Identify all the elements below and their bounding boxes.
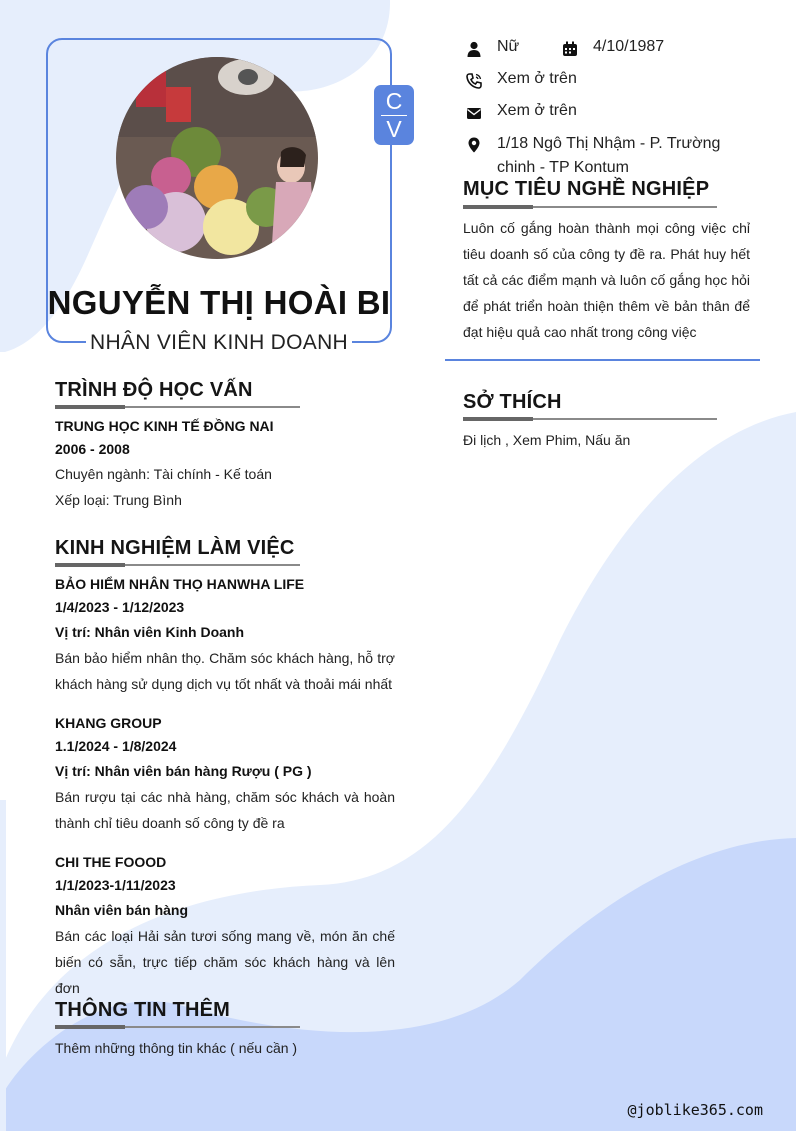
contact-email xyxy=(466,102,577,121)
cv-badge-c: C xyxy=(385,87,403,114)
hobbies-title: SỞ THÍCH xyxy=(463,391,562,413)
objective-line: đạt hiệu quả cao nhất trong công việc xyxy=(463,324,697,340)
address-line-1: 1/18 Ngô Thị Nhậm - P. Trường xyxy=(497,135,721,152)
job-description xyxy=(55,784,395,836)
education-title: TRÌNH ĐỘ HỌC VẤN xyxy=(55,379,253,401)
job-company: BẢO HIỂM NHÂN THỌ HANWHA LIFE xyxy=(55,576,305,592)
cv-badge xyxy=(374,85,414,145)
location-pin-icon xyxy=(466,137,482,153)
job-period: 1/1/2023-1/11/2023 xyxy=(55,877,176,893)
job-period: 1.1/2024 - 1/8/2024 xyxy=(55,738,177,754)
experience-underline xyxy=(55,564,300,566)
job-description-line: biến có sẵn, trực tiếp chăm sóc khách hàng và lên đơn xyxy=(55,954,395,996)
experience-title: KINH NGHIỆM LÀM VIỆC xyxy=(55,537,295,559)
job-position: Nhân viên bán hàng xyxy=(55,902,189,918)
job-company: CHI THE FOOOD xyxy=(55,854,167,870)
job-description-line: Bán bảo hiểm nhân thọ. Chăm sóc khách hàng, hỗ trợ xyxy=(55,650,395,666)
objective-line: Luôn cố gắng hoàn thành mọi công việc chỉ xyxy=(463,220,750,236)
cv-badge-v: V xyxy=(386,115,402,142)
education-underline xyxy=(55,406,300,408)
hobbies-underline xyxy=(463,418,717,420)
job-period: 1/4/2023 - 1/12/2023 xyxy=(55,599,185,615)
job-description-line: Bán rượu tại các nhà hàng, chăm sóc khách và hoàn xyxy=(55,789,395,805)
phone-value: Xem ở trên xyxy=(497,70,577,87)
objective-title: MỤC TIÊU NGHỀ NGHIỆP xyxy=(463,178,710,200)
avatar-photo xyxy=(116,57,318,259)
phone-icon xyxy=(466,73,482,89)
education-school: TRUNG HỌC KINH TẾ ĐỒNG NAI xyxy=(55,418,274,434)
extra-info-title: THÔNG TIN THÊM xyxy=(55,999,231,1021)
job-title: NHÂN VIÊN KINH DOANH xyxy=(86,331,352,355)
job-description xyxy=(55,923,395,1001)
address-value xyxy=(497,132,720,180)
contact-gender xyxy=(466,38,519,57)
right-column-divider xyxy=(445,359,760,361)
objective-text xyxy=(463,215,750,345)
mail-icon xyxy=(466,105,482,121)
job-description-line: thành chỉ tiêu doanh số công ty đề ra xyxy=(55,815,285,831)
objective-line: tiêu doanh số của công ty đề ra. Phát huy hết xyxy=(463,246,750,262)
education-grade: Xếp loại: Trung Bình xyxy=(55,492,182,508)
job-description-line: Bán các loại Hải sản tươi sống mang về, món ăn chế xyxy=(55,928,395,944)
education-major: Chuyên ngành: Tài chính - Kế toán xyxy=(55,466,272,482)
email-value: Xem ở trên xyxy=(497,102,577,119)
extra-info-text: Thêm những thông tin khác ( nếu cần ) xyxy=(55,1040,298,1056)
watermark: @joblike365.com xyxy=(627,1101,763,1119)
calendar-icon xyxy=(562,41,578,57)
objective-underline xyxy=(463,206,717,208)
contact-address xyxy=(466,134,720,180)
birthday-value: 4/10/1987 xyxy=(593,38,665,55)
objective-line: tất cả các điểm mạnh và luôn cố gắng học hỏi xyxy=(463,272,750,288)
job-position: Vị trí: Nhân viên Kinh Doanh xyxy=(55,624,245,640)
job-company: KHANG GROUP xyxy=(55,715,162,731)
objective-line: để phát triển hoàn thiện thêm về bản thân để xyxy=(463,298,750,314)
user-icon xyxy=(466,41,482,57)
extra-info-underline xyxy=(55,1026,300,1028)
job-position: Vị trí: Nhân viên bán hàng Rượu ( PG ) xyxy=(55,763,312,779)
gender-value: Nữ xyxy=(497,38,520,55)
contact-birthday xyxy=(562,38,664,57)
job-description-line: khách hàng sử dụng dịch vụ tốt nhất và thoải mái nhất xyxy=(55,676,393,692)
education-period: 2006 - 2008 xyxy=(55,441,130,457)
address-line-2: chinh - TP Kontum xyxy=(497,159,629,176)
hobbies-text: Đi lịch , Xem Phim, Nấu ăn xyxy=(463,432,631,448)
job-description xyxy=(55,645,395,697)
candidate-name: NGUYỄN THỊ HOÀI BI xyxy=(47,284,391,321)
contact-phone xyxy=(466,70,577,89)
